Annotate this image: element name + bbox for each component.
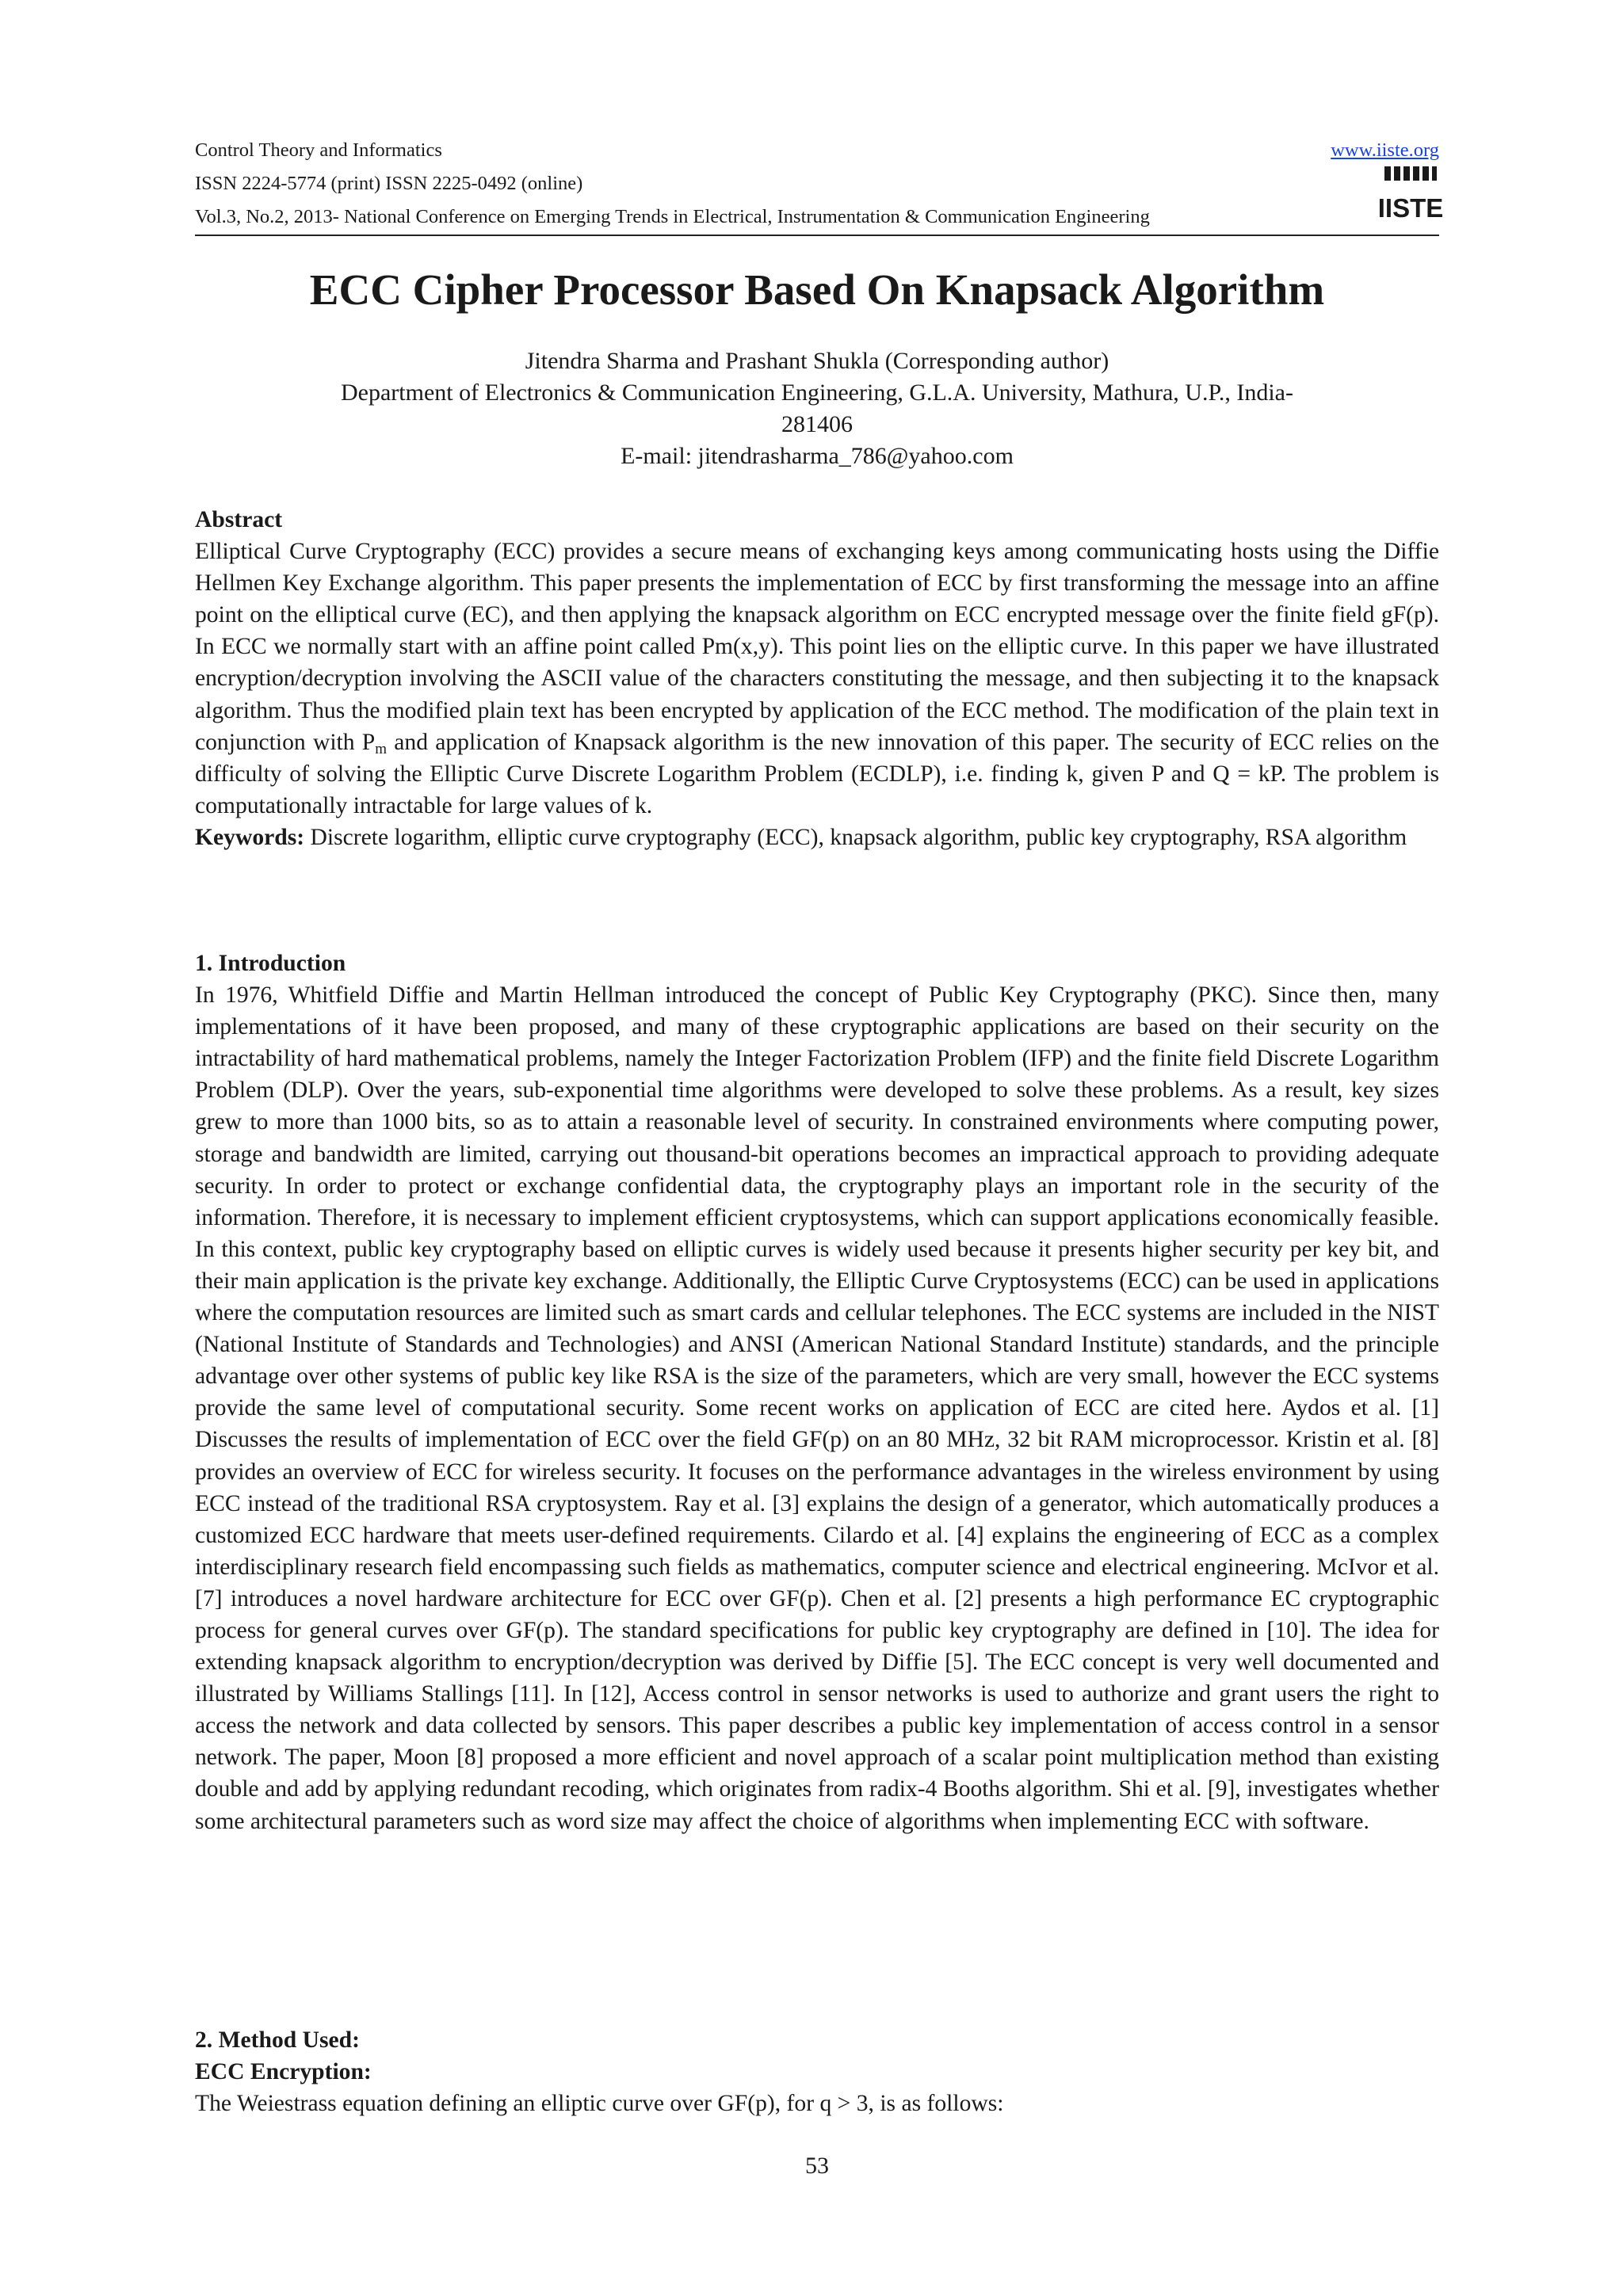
ecc-encryption-heading: ECC Encryption:	[195, 2059, 372, 2085]
abstract-text-part-2: and application of Knapsack algorithm is the new innovation of this paper. The security of ECC relies on the difficulty of solving the Elliptic Curve Discrete Logarithm Problem (ECDLP), i.e. finding k, given P and Q = kP. The problem is computationally intractable for large values of k.	[195, 729, 1439, 818]
iiste-logo-text: IISTE	[1377, 193, 1444, 223]
iiste-logo	[1377, 165, 1444, 223]
method-heading: 2. Method Used:	[195, 2027, 360, 2053]
paper-title: ECC Cipher Processor Based On Knapsack Algorithm	[309, 265, 1325, 314]
method-text: The Weiestrass equation defining an elliptic curve over GF(p), for q > 3, is as follows:	[195, 2091, 1004, 2117]
affiliation-line-1: Department of Electronics & Communication Engineering, G.L.A. University, Mathura, U.P., India-	[341, 379, 1293, 406]
journal-url-link[interactable]: www.iiste.org	[1331, 139, 1439, 161]
authors: Jitendra Sharma and Prashant Shukla (Corresponding author)	[525, 348, 1109, 374]
journal-name: Control Theory and Informatics	[195, 139, 442, 161]
issn-line: ISSN 2224-5774 (print) ISSN 2225-0492 (online)	[195, 173, 583, 194]
method-section	[195, 2024, 1439, 2119]
abstract-subscript: m	[375, 740, 388, 757]
introduction-section	[195, 948, 1439, 1837]
abstract-section	[195, 504, 1439, 853]
introduction-heading: 1. Introduction	[195, 951, 346, 976]
abstract-text-part-1: Elliptical Curve Cryptography (ECC) provides a secure means of exchanging keys among communicating hosts using the Diffie Hellmen Key Exchange algorithm. This paper presents the implementation of ECC by first transforming the message into an affine point on the elliptical curve (EC), and then applying the knapsack algorithm on ECC encrypted message over the finite field gF(p). In ECC we normally start with an affine point called Pm(x,y). This point lies on the elliptic curve. In this paper we have illustrated encryption/decryption involving the ASCII value of the characters constituting the message, and then subjecting it to the knapsack algorithm. Thus the modified plain text has been encrypted by application of the ECC method. The modification of the plain text in conjunction with P	[195, 539, 1439, 755]
affiliation-line-2: 281406	[781, 411, 853, 437]
keywords-line	[195, 822, 1439, 853]
volume-line: Vol.3, No.2, 2013- National Conference on Emerging Trends in Electrical, Instrumentation & Communication Engineering	[195, 206, 1150, 227]
abstract-text	[195, 536, 1439, 822]
abstract-heading: Abstract	[195, 507, 283, 532]
keywords-label: Keywords:	[195, 824, 305, 850]
header-rule	[195, 235, 1439, 236]
introduction-text: In 1976, Whitfield Diffie and Martin Hellman introduced the concept of Public Key Cryptography (PKC). Since then, many implementations of it have been proposed, and many of these cryptographic applications are based on their security on the intractability of hard mathematical problems, namely the Integer Factorization Problem (IFP) and the finite field Discrete Logarithm Problem (DLP). Over the years, sub-exponential time algorithms were developed to solve these problems. As a result, key sizes grew to more than 1000 bits, so as to attain a reasonable level of security. In constrained environments where computing power, storage and bandwidth are limited, carrying out thousand-bit operations becomes an impractical approach to providing adequate security. In order to protect or exchange confidential data, the cryptography plays an important role in the security of the information. Therefore, it is necessary to implement efficient cryptosystems, which can support applications economically feasible. In this context, public key cryptography based on elliptic curves is widely used because it presents higher security per key bit, and their main application is the private key exchange. Additionally, the Elliptic Curve Cryptosystems (ECC) can be used in applications where the computation resources are limited such as smart cards and cellular telephones. The ECC systems are included in the NIST (National Institute of Standards and Technologies) and ANSI (American National Standard Institute) standards, and the principle advantage over other systems of public key like RSA is the size of the parameters, which are very small, however the ECC systems provide the same level of computational security. Some recent works on application of ECC are cited here. Aydos et al. [1] Discusses the results of implementation of ECC over the field GF(p) on an 80 MHz, 32 bit RAM microprocessor. Kristin et al. [8] provides an overview of ECC for wireless security. It focuses on the performance advantages in the wireless environment by using ECC instead of the traditional RSA cryptosystem. Ray et al. [3] explains the design of a generator, which automatically produces a customized ECC hardware that meets user-defined requirements. Cilardo et al. [4] explains the engineering of ECC as a complex interdisciplinary research field encompassing such fields as mathematics, computer science and electrical engineering. McIvor et al. [7] introduces a novel hardware architecture for ECC over GF(p). Chen et al. [2] presents a high performance EC cryptographic process for general curves over GF(p). The standard specifications for public key cryptography are defined in [10]. The idea for extending knapsack algorithm to encryption/decryption was derived by Diffie [5]. The ECC concept is very well documented and illustrated by Williams Stallings [11]. In [12], Access control in sensor networks is used to authorize and grant users the right to access the network and data collected by sensors. This paper describes a public key implementation of access control in a sensor network. The paper, Moon [8] proposed a more efficient and novel approach of a scalar point multiplication method than existing double and add by applying redundant recoding, which originates from radix-4 Booths algorithm. Shi et al. [9], investigates whether some architectural parameters such as word size may affect the choice of algorithms when implementing ECC with software.	[195, 982, 1439, 1834]
author-email: E-mail: jitendrasharma_786@yahoo.com	[621, 443, 1014, 469]
page-number: 53	[805, 2153, 829, 2179]
keywords-text: Discrete logarithm, elliptic curve cryptography (ECC), knapsack algorithm, public key cryptography, RSA algorithm	[304, 824, 1407, 850]
